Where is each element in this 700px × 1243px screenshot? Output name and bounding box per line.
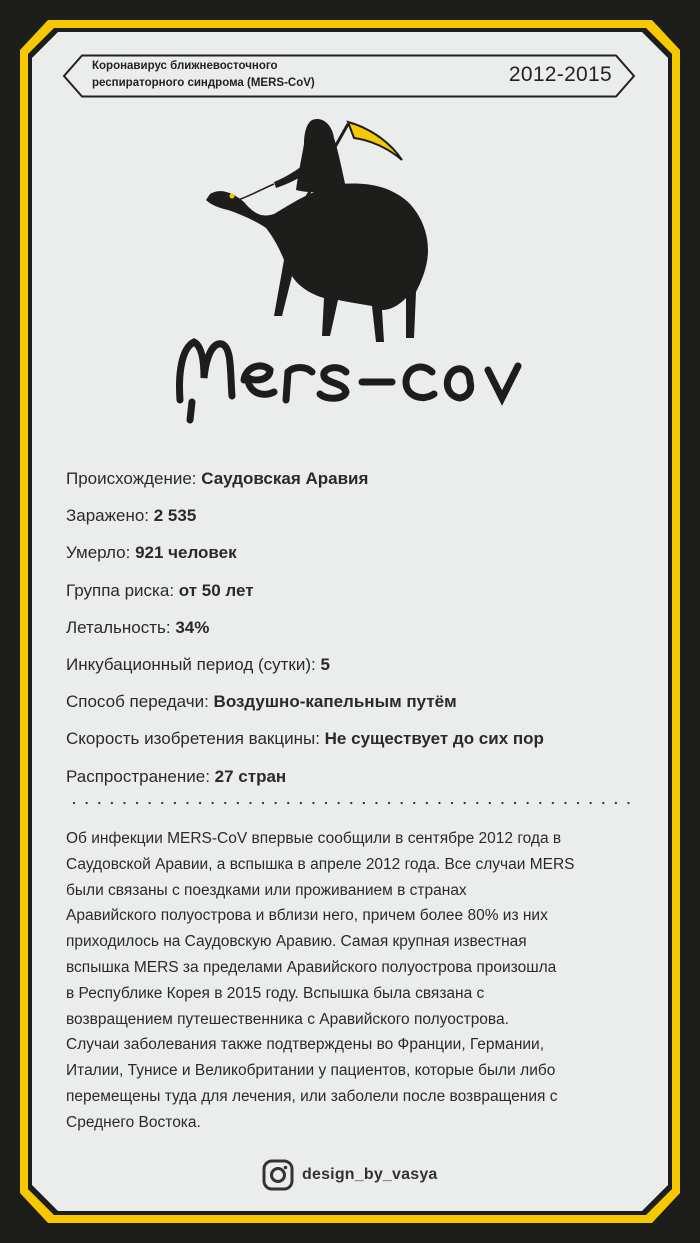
fact-label: Распространение: [66, 766, 215, 786]
fact-label: Группа риска: [66, 580, 179, 600]
fact-value: 2 535 [153, 506, 197, 526]
description-line: Аравийского полуострова и вблизи него, причем более 80% из них [66, 907, 548, 925]
description-line: приходилось на Саудовскую Аравию. Самая крупная известная [66, 933, 527, 951]
fact-value: 34% [175, 617, 210, 637]
mers-cov-illustration [170, 110, 530, 430]
fact-spread [66, 758, 646, 795]
fact-label: Заражено: [66, 506, 154, 526]
description-line: перемещены туда для лечения, или заболели после возвращения с [66, 1087, 558, 1105]
instagram-icon[interactable] [262, 1159, 294, 1191]
description-line: Италии, Тунисе и Великобритании у пациентов, которые были либо [66, 1062, 556, 1080]
fact-value: 27 стран [214, 766, 287, 786]
description-line: Об инфекции MERS-CoV впервые сообщили в сентябре 2012 года в [66, 830, 562, 847]
fact-label: Инкубационный период (сутки): [66, 655, 321, 675]
fact-value: 921 человек [135, 543, 237, 563]
fact-value: от 50 лет [178, 580, 254, 600]
fact-lethality [66, 609, 646, 646]
header-years: 2012-2015 [508, 63, 612, 86]
fact-value: 5 [320, 655, 330, 675]
description-paragraph [66, 826, 636, 1136]
header-title-line-1: Коронавирус ближневосточного [92, 60, 278, 72]
fact-vaccine [66, 720, 646, 757]
fact-risk-group [66, 572, 646, 609]
header-banner [62, 54, 636, 98]
fact-deaths [66, 534, 646, 571]
description-line: Саудовской Аравии, а вспышка в апреле 2012 года. Все случаи MERS [66, 855, 575, 873]
fact-value: Саудовская Аравия [201, 469, 369, 488]
fact-label: Умерло: [66, 543, 136, 563]
camel-reaper-illustration [170, 110, 530, 430]
fact-label: Летальность: [66, 617, 176, 637]
header-title-line-2: респираторного синдрома (MERS-CoV) [92, 77, 315, 89]
fact-value: Воздушно-капельным путём [213, 692, 457, 712]
fact-origin [66, 460, 646, 497]
header-title [92, 58, 422, 92]
description-line: в Республике Корея в 2015 году. Вспышка была связана с [66, 984, 485, 1002]
logo-mers-cov-lettering [180, 342, 518, 420]
footer-credit [262, 1158, 438, 1192]
fact-label: Скорость изобретения вакцины: [66, 729, 325, 749]
description-line: вспышка MERS за пределами Аравийского полуострова произошла [66, 958, 557, 976]
fact-infected [66, 497, 646, 534]
fact-transmission [66, 683, 646, 720]
dotted-divider [66, 796, 638, 810]
fact-label: Способ передачи: [66, 692, 214, 712]
scythe-blade [348, 122, 402, 160]
description-line: возвращением путешественника с Аравийского полуострова. [66, 1010, 509, 1028]
fact-incubation [66, 646, 646, 683]
fact-label: Происхождение: [66, 469, 202, 488]
reaper-figure [296, 119, 346, 192]
description-line: Среднего Востока. [66, 1113, 201, 1131]
facts-list [66, 460, 646, 795]
camel-body [206, 184, 428, 342]
description-line: Случаи заболевания также подтверждены во Франции, Германии, [66, 1036, 545, 1054]
camel-eye [230, 194, 235, 199]
fact-value: Не существует до сих пор [324, 729, 544, 749]
instagram-handle-link[interactable]: design_by_vasya [302, 1166, 438, 1183]
description-line: были связаны с поездками или проживанием в странах [66, 881, 467, 899]
